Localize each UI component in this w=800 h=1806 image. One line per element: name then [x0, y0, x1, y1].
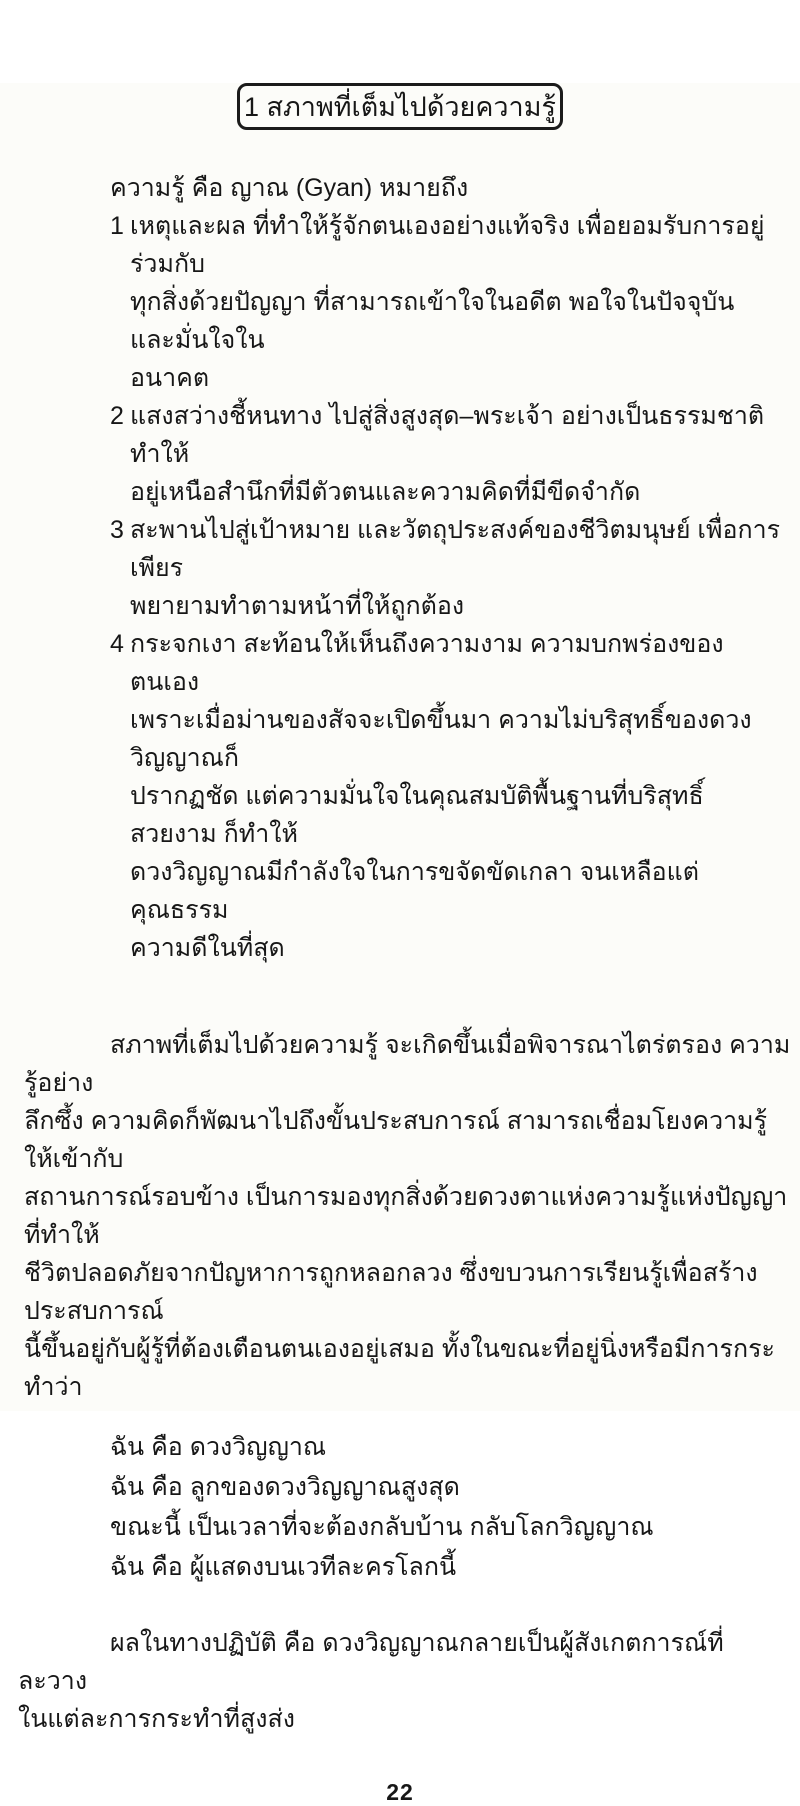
- list-item-line: เหตุและผล ที่ทำให้รู้จักตนเองอย่างแท้จริง เพื่อยอมรับการอยู่ร่วมกับ: [130, 212, 765, 278]
- list-item-line: เพราะเมื่อม่านของสัจจะเปิดขึ้นมา ความไม่บริสุทธิ์ของดวงวิญญาณก็: [130, 706, 752, 772]
- paragraph-line: ชีวิตปลอดภัยจากปัญหาการถูกหลอกลวง ซึ่งขบวนการเรียนรู้เพื่อสร้างประสบการณ์: [24, 1259, 758, 1325]
- list-item-line: อนาคต: [130, 364, 210, 392]
- book-page: [0, 83, 800, 1805]
- list-item: [110, 511, 784, 625]
- list-item-text: [130, 511, 784, 625]
- affirmation-line: ฉัน คือ ลูกของดวงวิญญาณสูงสุด: [110, 1473, 460, 1501]
- list-item-number: 1: [110, 212, 124, 240]
- chapter-title-box: [237, 83, 563, 130]
- paragraph-line: นี้ขึ้นอยู่กับผู้รู้ที่ต้องเตือนตนเองอยู่เสมอ ทั้งในขณะที่อยู่นิ่งหรือมีการกระทำว่า: [24, 1335, 775, 1401]
- list-item-line: พยายามทำตามหน้าที่ให้ถูกต้อง: [130, 592, 465, 620]
- affirmation-line: ขณะนี้ เป็นเวลาที่จะต้องกลับบ้าน กลับโลกวิญญาณ: [110, 1513, 654, 1541]
- list-item-number: 3: [110, 516, 124, 544]
- list-item: [110, 625, 784, 967]
- list-item-line: ดวงวิญญาณมีกำลังใจในการขจัดขัดเกลา จนเหลือแต่คุณธรรม: [130, 858, 700, 924]
- list-item-text: [130, 625, 784, 967]
- page-number: 22: [386, 1779, 414, 1805]
- list-item-line: อยู่เหนือสำนึกที่มีตัวตนและความคิดที่มีขีดจำกัด: [130, 478, 641, 506]
- list-item-line: ปรากฏชัด แต่ความมั่นใจในคุณสมบัติพื้นฐานที่บริสุทธิ์สวยงาม ก็ทำให้: [130, 782, 704, 848]
- list-item-number: 2: [110, 402, 124, 430]
- definition-section: [110, 169, 784, 967]
- list-item-line: สะพานไปสู่เป้าหมาย และวัตถุประสงค์ของชีวิตมนุษย์ เพื่อการเพียร: [130, 516, 781, 582]
- list-item-text: [130, 397, 784, 511]
- paragraph-line: ลึกซึ้ง ความคิดก็พัฒนาไปถึงขั้นประสบการณ์ สามารถเชื่อมโยงความรู้ให้เข้ากับ: [24, 1107, 768, 1173]
- list-item-line: ทุกสิ่งด้วยปัญญา ที่สามารถเข้าใจในอดีต พอใจในปัจจุบัน และมั่นใจใน: [130, 288, 735, 354]
- paragraph-line: สภาพที่เต็มไปด้วยความรู้ จะเกิดขึ้นเมื่อพิจารณาไตร่ตรอง ความรู้อย่าง: [24, 1031, 791, 1097]
- chapter-title: 1 สภาพที่เต็มไปด้วยความรู้: [243, 92, 557, 122]
- list-item-line: ความดีในที่สุด: [130, 934, 285, 962]
- list-item-line: แสงสว่างชี้หนทาง ไปสู่สิ่งสูงสุด–พระเจ้า อย่างเป็นธรรมชาติ ทำให้: [130, 402, 765, 468]
- paragraph-practical-result: [18, 1624, 792, 1738]
- list-item-number: 4: [110, 630, 124, 658]
- list-item-line: กระจกเงา สะท้อนให้เห็นถึงความงาม ความบกพร่องของตนเอง: [130, 630, 724, 696]
- affirmation-block: [110, 1427, 800, 1587]
- paragraph-line: ผลในทางปฏิบัติ คือ ดวงวิญญาณกลายเป็นผู้สังเกตการณ์ที่ละวาง: [18, 1629, 724, 1695]
- list-item-text: [130, 207, 784, 397]
- affirmation-line: ฉัน คือ ผู้แสดงบนเวทีละครโลกนี้: [110, 1553, 457, 1581]
- list-item: [110, 397, 784, 511]
- paragraph-line: สถานการณ์รอบข้าง เป็นการมองทุกสิ่งด้วยดวงตาแห่งความรู้แห่งปัญญา ที่ทำให้: [24, 1183, 788, 1249]
- intro-line: ความรู้ คือ ญาณ (Gyan) หมายถึง: [110, 174, 469, 202]
- list-item: [110, 207, 784, 397]
- affirmation-line: ฉัน คือ ดวงวิญญาณ: [110, 1433, 327, 1461]
- paragraph-line: ในแต่ละการกระทำที่สูงส่ง: [18, 1705, 295, 1733]
- paragraph-knowledge-state: [24, 1026, 792, 1406]
